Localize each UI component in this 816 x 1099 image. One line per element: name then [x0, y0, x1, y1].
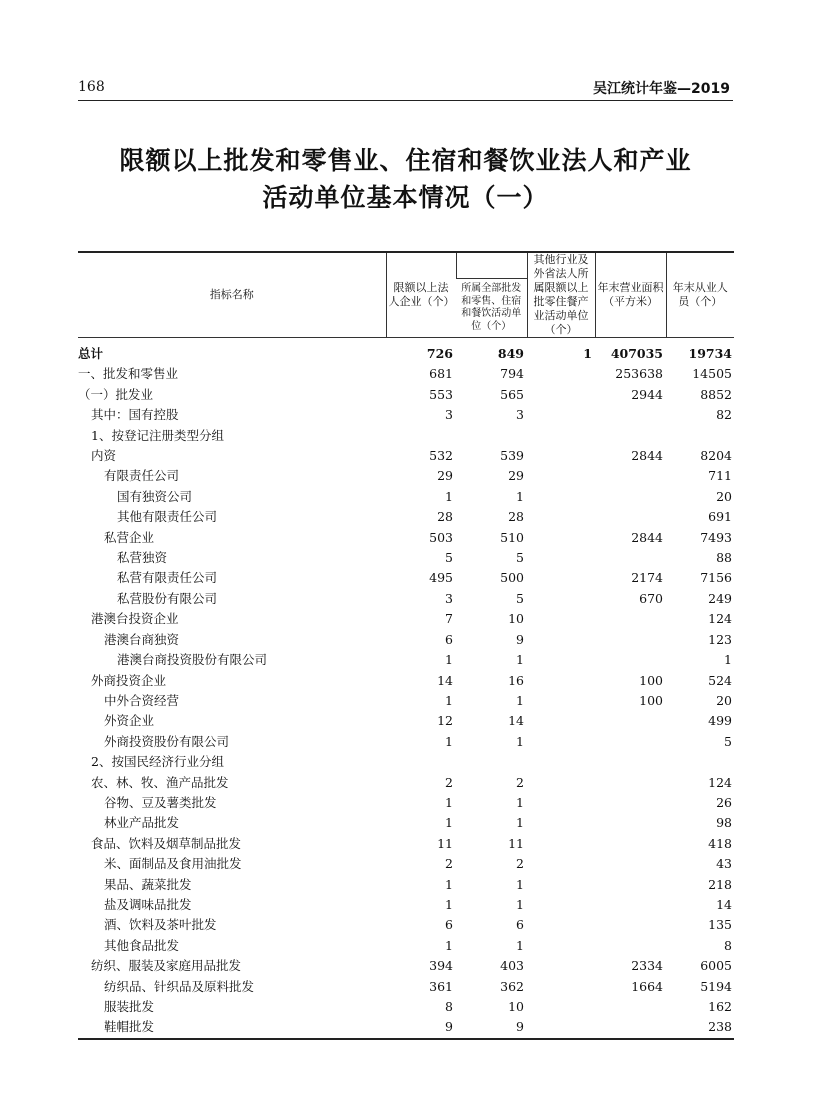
area-cell: 670: [639, 590, 663, 606]
table-row: [78, 732, 734, 752]
legal-units-cell: 1: [445, 692, 453, 708]
other-units-cell: [527, 875, 595, 895]
title-line-2: 活动单位基本情况（一）: [262, 183, 549, 212]
legal-units-cell: [386, 426, 456, 446]
activity-units-cell: 794: [500, 366, 524, 382]
employees-cell: 249: [708, 590, 732, 606]
activity-units-cell: 3: [516, 407, 524, 423]
page-title: [78, 142, 733, 216]
activity-units-cell: 403: [500, 958, 524, 974]
activity-units-cell: 1: [516, 488, 524, 504]
activity-units-cell: 16: [508, 672, 524, 688]
activity-units-cell: 1: [516, 692, 524, 708]
employees-cell: 499: [708, 713, 732, 729]
row-name-cell: 私营股份有限公司: [117, 590, 218, 606]
employees-cell: 20: [716, 692, 732, 708]
area-cell: [595, 834, 666, 854]
legal-units-cell: 681: [429, 366, 453, 382]
table-row: [78, 691, 734, 711]
area-cell: [595, 1017, 666, 1038]
legal-units-cell: 12: [437, 713, 453, 729]
row-name-cell: 2、按国民经济行业分组: [91, 754, 224, 770]
row-name-cell: 酒、饮料及茶叶批发: [104, 917, 217, 933]
table-row: [78, 630, 734, 650]
activity-units-cell: 5: [516, 550, 524, 566]
table-row: [78, 487, 734, 507]
legal-units-cell: 1: [445, 733, 453, 749]
legal-units-cell: 9: [386, 1017, 456, 1038]
table-row: [78, 936, 734, 956]
legal-units-cell: 503: [429, 529, 453, 545]
legal-units-cell: 7: [445, 611, 453, 627]
area-cell: [595, 466, 666, 486]
row-name-cell: 其中：国有控股: [91, 407, 179, 423]
table-header: [78, 252, 734, 338]
other-units-cell: [527, 487, 595, 507]
activity-units-cell: 565: [500, 386, 524, 402]
activity-units-cell: 2: [516, 856, 524, 872]
activity-units-cell: 1: [516, 794, 524, 810]
other-units-cell: [527, 977, 595, 997]
activity-units-cell: 6: [516, 917, 524, 933]
other-units-cell: [527, 671, 595, 691]
row-name-cell: 米、面制品及食用油批发: [104, 856, 242, 872]
other-units-cell: [527, 650, 595, 670]
employees-cell: 14: [716, 896, 732, 912]
col-header-employees: 年末从业人员（个）: [666, 252, 734, 338]
other-units-cell: [527, 630, 595, 650]
table-row: [78, 609, 734, 629]
activity-units-cell: 28: [508, 509, 524, 525]
area-cell: 253638: [615, 366, 663, 382]
area-cell: [595, 650, 666, 670]
other-units-cell: [527, 732, 595, 752]
other-units-cell: [527, 813, 595, 833]
area-cell: [595, 711, 666, 731]
legal-units-cell: 1: [445, 815, 453, 831]
row-name-cell: 纺织、服装及家庭用品批发: [91, 958, 242, 974]
activity-units-cell: 500: [500, 570, 524, 586]
row-name-cell: 外资企业: [104, 713, 155, 729]
legal-units-cell: 6: [445, 917, 453, 933]
employees-cell: 82: [716, 407, 732, 423]
table-row: [78, 997, 734, 1017]
employees-cell: 1: [724, 652, 732, 668]
employees-cell: 26: [716, 794, 732, 810]
area-cell: 2174: [631, 570, 663, 586]
area-cell: [595, 854, 666, 874]
table-row: [78, 711, 734, 731]
other-units-cell: [527, 426, 595, 446]
other-units-cell: [527, 711, 595, 731]
activity-units-cell: 5: [516, 590, 524, 606]
employees-cell: 20: [716, 488, 732, 504]
row-name-cell: 港澳台商独资: [104, 631, 180, 647]
row-name-cell: 盐及调味品批发: [104, 896, 192, 912]
row-name-cell: 其他有限责任公司: [117, 509, 218, 525]
legal-units-cell: 1: [445, 876, 453, 892]
legal-units-cell: 1: [445, 652, 453, 668]
table-row: [78, 568, 734, 588]
other-units-cell: [527, 528, 595, 548]
activity-units-cell: 1: [516, 876, 524, 892]
employees-cell: 8204: [700, 448, 732, 464]
activity-units-cell: 1: [516, 937, 524, 953]
row-name-cell: 林业产品批发: [104, 815, 180, 831]
activity-units-cell: 1: [516, 815, 524, 831]
table-row: [78, 405, 734, 425]
legal-units-cell: 553: [429, 386, 453, 402]
area-cell: [595, 630, 666, 650]
employees-cell: 6005: [700, 958, 732, 974]
activity-units-cell: 10: [508, 999, 524, 1014]
col-header-other-units: 其他行业及外省法人所属限额以上批零住餐产业活动单位（个）: [527, 252, 595, 338]
table-row: [78, 915, 734, 935]
area-cell: [595, 507, 666, 527]
row-name-cell: 果品、蔬菜批发: [104, 876, 192, 892]
table-row: [78, 854, 734, 874]
table-row: [78, 875, 734, 895]
page-number: 168: [78, 79, 105, 95]
activity-units-cell: 1: [516, 733, 524, 749]
activity-units-cell: 14: [508, 713, 524, 729]
employees-cell: 19734: [688, 346, 732, 361]
activity-units-cell: 1: [516, 652, 524, 668]
row-name-cell: 私营企业: [104, 529, 155, 545]
activity-units-cell: 29: [508, 468, 524, 484]
col-header-area: 年末营业面积（平方米）: [595, 252, 666, 338]
other-units-cell: [527, 997, 595, 1017]
area-cell: [595, 426, 666, 446]
area-cell: 2844: [631, 529, 663, 545]
table-row: [78, 895, 734, 915]
table-row: [78, 364, 734, 384]
table-row: [78, 977, 734, 997]
table-row: [78, 1017, 734, 1038]
area-cell: [595, 752, 666, 772]
table-row: [78, 752, 734, 772]
activity-units-cell: 362: [500, 978, 524, 994]
other-units-cell: [527, 446, 595, 466]
table-row: [78, 671, 734, 691]
activity-units-cell: 9: [516, 631, 524, 647]
other-units-cell: [527, 385, 595, 405]
employees-cell: 124: [708, 611, 732, 627]
running-title: 吴江统计年鉴—2019: [593, 81, 730, 97]
row-name-cell: 谷物、豆及薯类批发: [104, 794, 217, 810]
other-units-cell: [527, 589, 595, 609]
legal-units-cell: 11: [437, 835, 453, 851]
other-units-cell: [527, 956, 595, 976]
area-cell: [595, 773, 666, 793]
employees-cell: [666, 752, 734, 772]
legal-units-cell: 394: [429, 958, 453, 974]
legal-units-cell: 14: [437, 672, 453, 688]
row-name-cell: （一）批发业: [78, 386, 154, 402]
table-row: [78, 385, 734, 405]
table-row: [78, 338, 734, 365]
other-units-cell: [527, 895, 595, 915]
row-name-cell: 国有独资公司: [117, 488, 193, 504]
employees-cell: 218: [708, 876, 732, 892]
area-cell: 2334: [631, 958, 663, 974]
row-name-cell: 1、按登记注册类型分组: [91, 427, 224, 443]
area-cell: [595, 997, 666, 1017]
activity-units-cell: 10: [508, 611, 524, 627]
other-units-cell: [527, 834, 595, 854]
employees-cell: 5: [724, 733, 732, 749]
other-units-cell: [527, 915, 595, 935]
table-row: [78, 446, 734, 466]
table-row: [78, 426, 734, 446]
row-name-cell: 鞋帽批发: [78, 1017, 386, 1038]
area-cell: [595, 548, 666, 568]
legal-units-cell: 726: [426, 346, 453, 361]
activity-units-cell: 1: [516, 896, 524, 912]
col-header-name: 指标名称: [78, 252, 386, 338]
other-units-cell: [527, 609, 595, 629]
legal-units-cell: 495: [429, 570, 453, 586]
legal-units-cell: 532: [429, 448, 453, 464]
legal-units-cell: 1: [445, 896, 453, 912]
other-units-cell: [527, 466, 595, 486]
table-body: [78, 338, 734, 1039]
employees-cell: 88: [716, 550, 732, 566]
row-name-cell: 私营有限责任公司: [117, 570, 218, 586]
row-name-cell: 外商投资股份有限公司: [104, 733, 230, 749]
employees-cell: 124: [708, 774, 732, 790]
area-cell: 2944: [631, 386, 663, 402]
table-row: [78, 793, 734, 813]
employees-cell: 5194: [700, 978, 732, 994]
legal-units-cell: 1: [445, 794, 453, 810]
employees-cell: 691: [708, 509, 732, 525]
activity-units-cell: [456, 752, 527, 772]
row-name-cell: 食品、饮料及烟草制品批发: [91, 835, 242, 851]
employees-cell: 98: [716, 815, 732, 831]
title-line-1: 限额以上批发和零售业、住宿和餐饮业法人和产业: [119, 146, 692, 175]
employees-cell: 238: [666, 1017, 734, 1038]
area-cell: [595, 487, 666, 507]
table-row: [78, 548, 734, 568]
area-cell: [595, 732, 666, 752]
row-name-cell: 私营独资: [117, 550, 168, 566]
other-units-cell: [527, 793, 595, 813]
other-units-cell: [527, 773, 595, 793]
legal-units-cell: 1: [445, 488, 453, 504]
legal-units-cell: 361: [429, 978, 453, 994]
legal-units-cell: 1: [445, 937, 453, 953]
area-cell: [595, 405, 666, 425]
legal-units-cell: 6: [445, 631, 453, 647]
table-row: [78, 528, 734, 548]
row-name-cell: 总计: [78, 346, 104, 361]
employees-cell: 8852: [700, 386, 732, 402]
area-cell: 1664: [631, 978, 663, 994]
col-header-activity-blank: [456, 252, 527, 279]
other-units-cell: [527, 548, 595, 568]
activity-units-cell: 11: [508, 835, 524, 851]
table-row: [78, 650, 734, 670]
legal-units-cell: 8: [445, 999, 453, 1014]
table-row: [78, 956, 734, 976]
other-units-cell: [527, 854, 595, 874]
area-cell: [595, 895, 666, 915]
area-cell: [595, 813, 666, 833]
table-row: [78, 813, 734, 833]
area-cell: [595, 793, 666, 813]
table-row: [78, 589, 734, 609]
activity-units-cell: 2: [516, 774, 524, 790]
legal-units-cell: 2: [445, 774, 453, 790]
row-name-cell: 港澳台商投资股份有限公司: [117, 652, 268, 668]
area-cell: [595, 875, 666, 895]
row-name-cell: 纺织品、针织品及原料批发: [104, 978, 255, 994]
legal-units-cell: 5: [445, 550, 453, 566]
row-name-cell: 其他食品批发: [104, 937, 180, 953]
table-row: [78, 773, 734, 793]
legal-units-cell: 28: [437, 509, 453, 525]
area-cell: 100: [639, 672, 663, 688]
activity-units-cell: 539: [500, 448, 524, 464]
area-cell: [595, 915, 666, 935]
table-row: [78, 507, 734, 527]
activity-units-cell: [456, 426, 527, 446]
employees-cell: 43: [716, 856, 732, 872]
area-cell: [595, 936, 666, 956]
legal-units-cell: 29: [437, 468, 453, 484]
row-name-cell: 外商投资企业: [91, 672, 167, 688]
activity-units-cell: 9: [456, 1017, 527, 1038]
activity-units-cell: 510: [500, 529, 524, 545]
col-header-legal-units: 限额以上法人企业（个）: [386, 252, 456, 338]
statistics-table: [78, 251, 734, 1040]
employees-cell: 123: [708, 631, 732, 647]
row-name-cell: 中外合资经营: [104, 692, 180, 708]
employees-cell: 524: [708, 672, 732, 688]
legal-units-cell: 3: [445, 590, 453, 606]
row-name-cell: 农、林、牧、渔产品批发: [91, 774, 229, 790]
other-units-cell: [527, 364, 595, 384]
other-units-cell: [527, 936, 595, 956]
legal-units-cell: [386, 752, 456, 772]
row-name-cell: 一、批发和零售业: [78, 366, 179, 382]
other-units-cell: [527, 405, 595, 425]
other-units-cell: [527, 507, 595, 527]
col-header-activity-units: 所属全部批发和零售、住宿和餐饮活动单位（个）: [456, 279, 527, 338]
employees-cell: 14505: [692, 366, 732, 382]
area-cell: 2844: [631, 448, 663, 464]
other-units-cell: [527, 568, 595, 588]
area-cell: [595, 609, 666, 629]
table-row: [78, 466, 734, 486]
area-cell: 100: [639, 692, 663, 708]
table-row: [78, 834, 734, 854]
other-units-cell: 1: [583, 346, 592, 361]
employees-cell: 711: [708, 468, 732, 484]
employees-cell: 7493: [700, 529, 732, 545]
other-units-cell: [527, 1017, 595, 1038]
employees-cell: 7156: [700, 570, 732, 586]
row-name-cell: 有限责任公司: [104, 468, 180, 484]
legal-units-cell: 2: [445, 856, 453, 872]
other-units-cell: [527, 752, 595, 772]
activity-units-cell: 849: [497, 346, 524, 361]
employees-cell: 135: [708, 917, 732, 933]
employees-cell: 418: [708, 835, 732, 851]
row-name-cell: 服装批发: [104, 999, 155, 1014]
row-name-cell: 内资: [91, 448, 117, 464]
employees-cell: [666, 426, 734, 446]
header-rule: [78, 100, 733, 101]
employees-cell: 8: [724, 937, 732, 953]
legal-units-cell: 3: [445, 407, 453, 423]
row-name-cell: 港澳台投资企业: [91, 611, 179, 627]
employees-cell: 162: [708, 999, 732, 1014]
area-cell: 407035: [610, 346, 663, 361]
other-units-cell: [527, 691, 595, 711]
